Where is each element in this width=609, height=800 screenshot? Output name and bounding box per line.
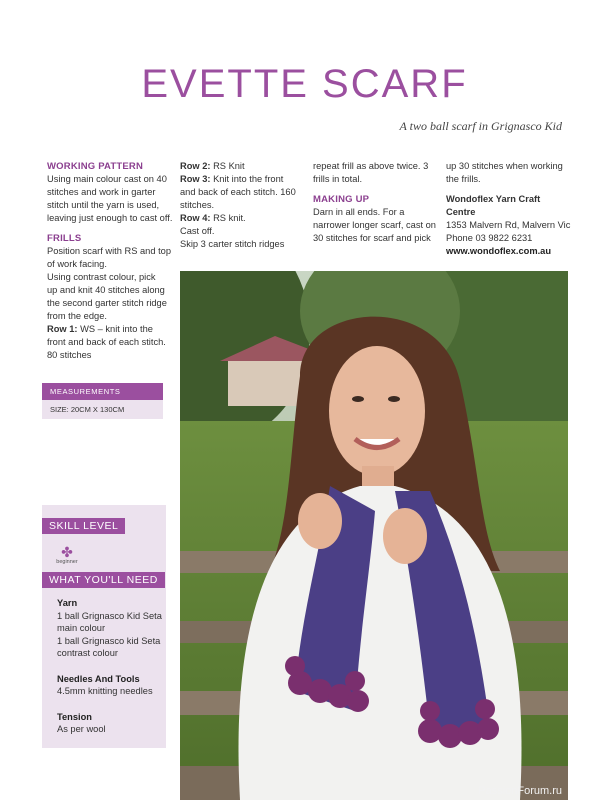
- yarn-ball-icon: ✤: [61, 544, 73, 560]
- what-you-need-heading: WHAT YOU'LL NEED: [42, 572, 165, 588]
- yarn-line: 1 ball Grignasco kid Seta: [57, 635, 161, 646]
- skill-level-value: beginner: [56, 559, 78, 565]
- skill-level-badge: [54, 545, 80, 565]
- tension-line: As per wool: [57, 724, 106, 734]
- making-up-heading: MAKING UP: [313, 194, 370, 205]
- page-title: EVETTE SCARF: [141, 62, 468, 106]
- working-line: leaving just enough to cast off.: [47, 213, 173, 223]
- shop-name: Wondoflex Yarn Craft Centre: [446, 194, 541, 217]
- yarn-line: main colour: [57, 623, 106, 633]
- working-line: stitch until the yarn is used,: [47, 200, 160, 210]
- working-line: Using main colour cast on 40: [47, 174, 167, 184]
- column-4: [446, 160, 571, 258]
- measurements-size: SIZE: 20CM X 130CM: [42, 400, 163, 419]
- row3-label: Row 3:: [180, 174, 211, 184]
- requirements-sidebar: [42, 505, 166, 748]
- working-line: stitches and work in garter: [47, 187, 156, 197]
- tension-heading: Tension: [57, 711, 92, 722]
- frills-line: the second garter stitch ridge: [47, 298, 167, 308]
- row2-text: RS Knit: [210, 161, 245, 171]
- row3-text: Knit into the front: [210, 174, 284, 184]
- making-line: 30 stitches for scarf and pick: [313, 233, 431, 243]
- column-1: [47, 160, 177, 362]
- frills-line: Using contrast colour, pick: [47, 272, 156, 282]
- row1-line: [47, 323, 177, 336]
- making-line: Darn in all ends. For a: [313, 207, 405, 217]
- cast-off-line: Cast off.: [180, 226, 215, 236]
- yarn-line: contrast colour: [57, 648, 118, 658]
- row4-text: RS knit.: [210, 213, 246, 223]
- col4-line: the frills.: [446, 174, 481, 184]
- materials-list: [57, 597, 165, 736]
- row3-line: stitches.: [180, 200, 215, 210]
- row4-label: Row 4:: [180, 213, 211, 223]
- column-3: [313, 160, 443, 245]
- shop-address: 1353 Malvern Rd, Malvern Vic: [446, 220, 571, 230]
- frills-line: from the edge.: [47, 311, 107, 321]
- shop-phone: Phone 03 9822 6231: [446, 233, 533, 243]
- repeat-line: repeat frill as above twice. 3: [313, 161, 429, 171]
- column-2: [180, 160, 310, 251]
- photo-credit: PassionForum.ru: [478, 785, 562, 797]
- measurements-heading: MEASUREMENTS: [42, 383, 163, 400]
- measurements-box: [42, 383, 163, 419]
- repeat-line: frills in total.: [313, 174, 363, 184]
- photo-illustration: [180, 271, 568, 800]
- row2-label: Row 2:: [180, 161, 211, 171]
- needles-heading: Needles And Tools: [57, 673, 140, 684]
- row1-line: 80 stitches: [47, 350, 92, 360]
- subtitle: A two ball scarf in Grignasco Kid: [399, 119, 562, 133]
- skill-level-heading: SKILL LEVEL: [42, 518, 125, 534]
- shop-website-link[interactable]: www.wondoflex.com.au: [446, 246, 552, 256]
- frills-heading: FRILLS: [47, 233, 82, 244]
- frills-line: up and knit 40 stitches along: [47, 285, 165, 295]
- needles-line: 4.5mm knitting needles: [57, 686, 153, 696]
- working-pattern-heading: WORKING PATTERN: [47, 161, 144, 172]
- row1-line: front and back of each stitch.: [47, 337, 166, 347]
- row1-label: Row 1:: [47, 324, 78, 334]
- row1-text: WS – knit into the: [77, 324, 153, 334]
- col4-line: up 30 stitches when working: [446, 161, 563, 171]
- frills-line: of work facing.: [47, 259, 107, 269]
- making-line: narrower longer scarf, cast on: [313, 220, 436, 230]
- skip-line: Skip 3 carter stitch ridges: [180, 239, 285, 249]
- frills-line: Position scarf with RS and top: [47, 246, 172, 256]
- yarn-heading: Yarn: [57, 598, 78, 608]
- yarn-line: 1 ball Grignasco Kid Seta: [57, 610, 162, 621]
- model-photo: [180, 271, 568, 800]
- row3-line: and back of each stitch. 160: [180, 187, 296, 197]
